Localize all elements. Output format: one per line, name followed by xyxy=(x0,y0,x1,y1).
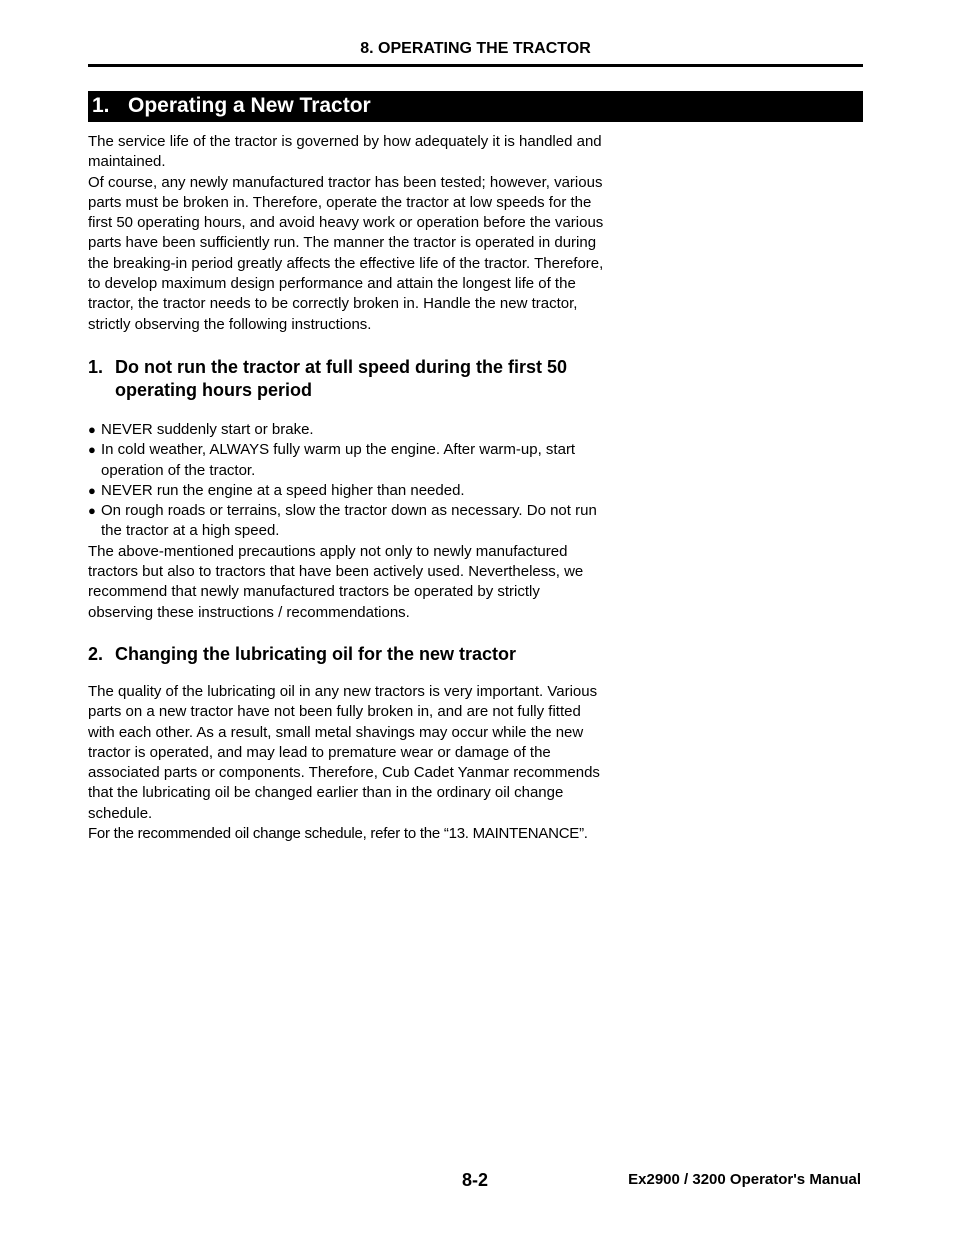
page-content xyxy=(88,132,606,844)
list-item: ● NEVER run the engine at a speed higher than needed. xyxy=(88,481,606,501)
section-number: 1. xyxy=(92,94,110,117)
subsection-2-number: 2. xyxy=(88,643,104,664)
list-item: ● On rough roads or terrains, slow the tractor down as necessary. Do not run the tractor at a high speed. xyxy=(88,502,597,540)
subsection-1-number: 1. xyxy=(88,356,104,377)
list-item: ● In cold weather, ALWAYS fully warm up the engine. After warm-up, start operation of the tractor. xyxy=(88,441,576,479)
oil-paragraph-2: For the recommended oil change schedule, refer to the “13. MAINTENANCE”. xyxy=(88,825,588,843)
bullet-icon: ● xyxy=(88,503,96,519)
list-item: ● NEVER suddenly start or brake. xyxy=(88,420,606,440)
precaution-list xyxy=(88,420,606,542)
page-number: 8-2 xyxy=(462,1170,489,1190)
subsection-2-title: Changing the lubricating oil for the new tractor xyxy=(115,643,517,664)
oil-paragraph-1: The quality of the lubricating oil in any new tractors is very important. Various parts on a new tractor have not been fully broken in, and are not fully fitted with each other. As a result, small metal shavings may occur while the new tractor is operated, and may lead to premature wear or damage of the associated parts or components. Therefore, Cub Cadet Yanmar recommends that the lubricating oil be changed earlier than in the ordinary oil change schedule. xyxy=(88,682,600,822)
intro-paragraph-1: The service life of the tractor is governed by how adequately it is handled and maintained. xyxy=(88,133,602,171)
bullet-icon: ● xyxy=(88,442,96,458)
manual-title: Ex2900 / 3200 Operator's Manual xyxy=(628,1171,861,1188)
intro-paragraph-2: Of course, any newly manufactured tractor has been tested; however, various parts must be broken in. Therefore, operate the tractor at low speeds for the first 50 operating hours, and avoid heavy work or operation before the various parts have been sufficiently run. The manner the tractor is operated in during the breaking-in period greatly affects the effective life of the tractor. Therefore, to develop maximum design performance and attain the longest life of the tractor, the tractor needs to be correctly broken in. Handle the new tractor, strictly observing the following instructions. xyxy=(88,173,604,333)
subsection-1-heading xyxy=(88,356,606,402)
running-header: 8. OPERATING THE TRACTOR xyxy=(360,40,591,57)
bullet-icon: ● xyxy=(88,421,96,437)
section-title-bar xyxy=(88,91,863,122)
section-title: Operating a New Tractor xyxy=(128,94,371,117)
bullet-icon: ● xyxy=(88,482,96,498)
header-rule xyxy=(88,64,863,67)
precaution-note: The above-mentioned precautions apply not only to newly manufactured tractors but also to tractors that have been actively used. Nevertheless, we recommend that newly manufactured tractors be operated by strictly observing these instructions / recommendations. xyxy=(88,542,584,621)
subsection-2-heading xyxy=(88,643,606,666)
subsection-1-title: Do not run the tractor at full speed during the first 50 operating hours period xyxy=(115,356,568,400)
